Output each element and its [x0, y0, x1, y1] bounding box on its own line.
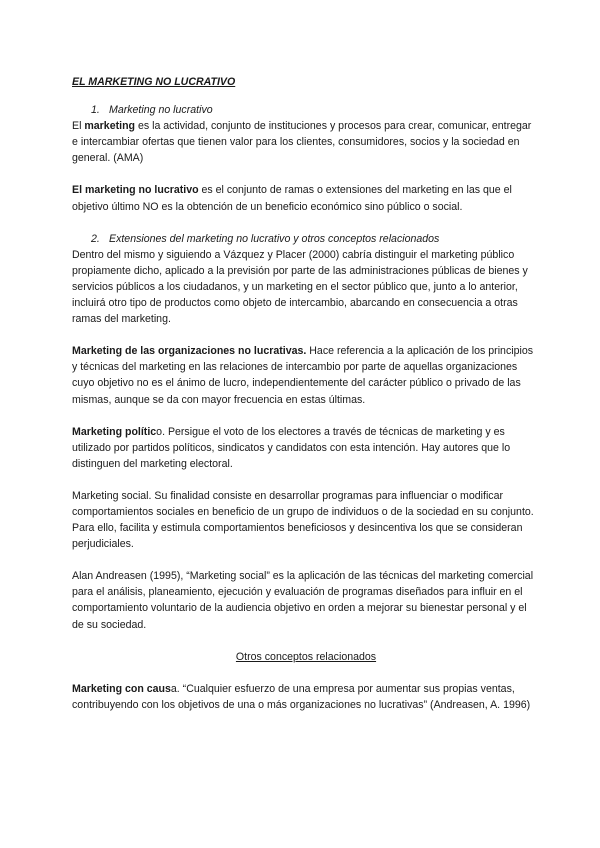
section-2-heading	[72, 231, 540, 247]
definition-nonprofit-paragraph	[72, 182, 540, 214]
paragraph-lead: El	[72, 120, 85, 133]
section-1-heading	[72, 102, 540, 118]
section-1-number: 1.	[91, 104, 100, 117]
section-1-title: Marketing no lucrativo	[109, 104, 213, 117]
term-nonprofit-marketing: El marketing no lucrativo	[72, 184, 199, 197]
paragraph-text: a. “Cualquier esfuerzo de una empresa por aumentar sus propias ventas, contribuyendo con los objetivos de una o más organizaciones no lucrativas” (Andreasen, A. 1996)	[72, 682, 531, 711]
cause-marketing-paragraph	[72, 681, 540, 713]
term-marketing: marketing	[84, 120, 136, 133]
paragraph-text: es la actividad, conjunto de instituciones y procesos para crear, comunicar, entregar e intercambiar ofertas que tienen valor para los clientes, consumidores, socios y la sociedad en general. (AMA)	[72, 120, 532, 165]
related-concepts-heading: Otros conceptos relacionados	[235, 650, 377, 663]
andreasen-quote-paragraph: Alan Andreasen (1995), “Marketing social” es la aplicación de las técnicas del marketing comercial para el análisis, planeamiento, ejecución y evaluación de programas diseñados para influir en el comportamiento voluntario de la audiencia objetivo en orden a mejorar su bienestar personal y el de su sociedad.	[72, 570, 534, 631]
social-marketing-paragraph: Marketing social. Su finalidad consiste en desarrollar programas para influenciar o modificar comportamientos sociales en beneficio de un grupo de individuos o de la sociedad en su conjunto. Para ello, facilita y estimula comportamientos beneficiosos y desincentiva los que se consideran perjudiciales.	[72, 489, 534, 551]
public-marketing-paragraph: Dentro del mismo y siguiendo a Vázquez y Placer (2000) cabría distinguir el marketing público propiamente dicho, aplicado a la previsión por parte de las administraciones públicas de bienes y servicios públicos a los ciudadanos, y un marketing en el sector público que, junto a lo anterior, incluirá otro tipo de productos como objeto de intercambio, abarcando en consecuencia a otras ramas del marketing.	[72, 248, 528, 326]
term-nonprofit-organizations: Marketing de las organizaciones no lucrativas.	[72, 345, 307, 358]
nonprofit-organizations-paragraph	[72, 343, 540, 407]
term-political-marketing: Marketing polític	[72, 425, 157, 438]
paragraph-text: o. Persigue el voto de los electores a través de técnicas de marketing y es utilizado por partidos políticos, sindicatos y candidatos con esta intención. Hay autores que lo distinguen del marketing electoral.	[72, 425, 511, 470]
section-2-number: 2.	[91, 232, 100, 245]
document-title: EL MARKETING NO LUCRATIVO	[72, 76, 236, 88]
paragraph-text: es el conjunto de ramas o extensiones del marketing en las que el objetivo último NO es la obtención de un beneficio económico sino público o social.	[72, 184, 512, 213]
term-cause-marketing: Marketing con caus	[72, 682, 171, 695]
political-marketing-paragraph	[72, 424, 540, 472]
paragraph-text: Hace referencia a la aplicación de los principios y técnicas del marketing en las relaciones de intercambio por parte de aquellas organizaciones cuyo objetivo no es el ánimo de lucro, independientemente del carácter público o privado de las mismas, aunque se da con mayor frecuencia en estas últimas.	[72, 345, 534, 406]
definition-marketing-paragraph	[72, 118, 540, 166]
section-2-title: Extensiones del marketing no lucrativo y otros conceptos relacionados	[109, 232, 440, 245]
